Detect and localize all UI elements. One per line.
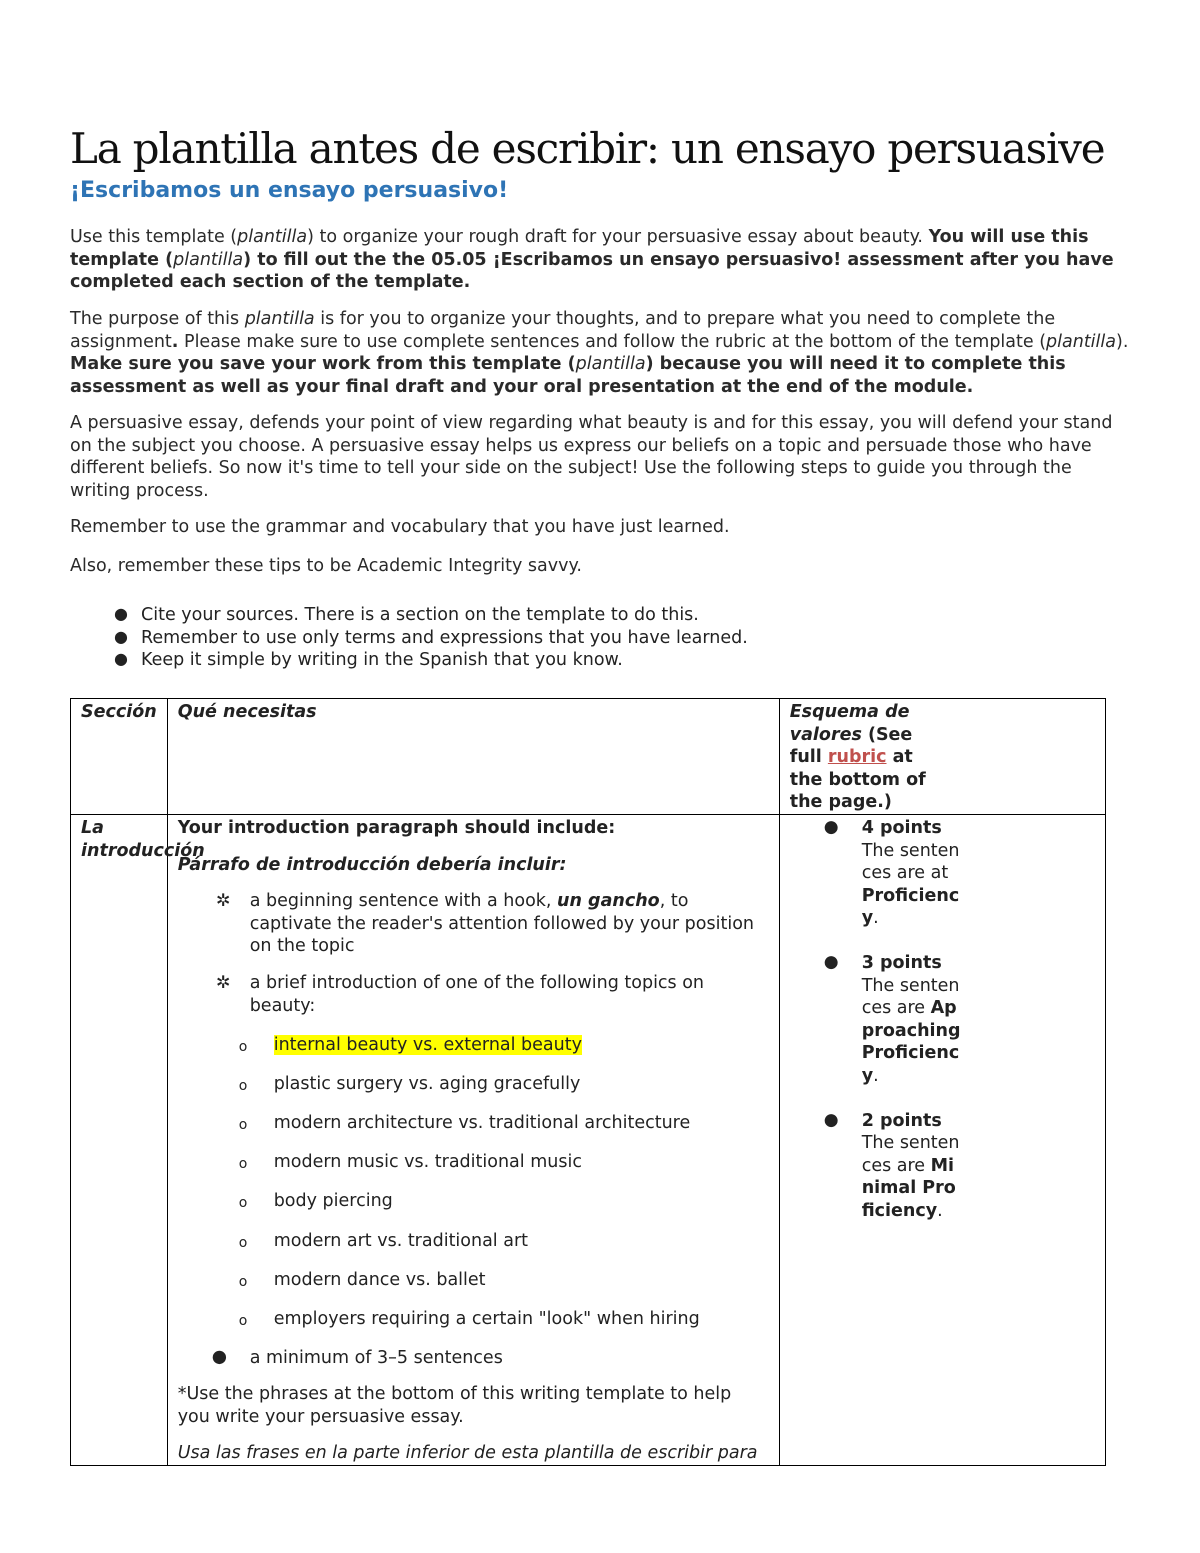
tips-list [114, 604, 748, 672]
circle-bullet-icon: o [238, 1117, 248, 1134]
requirements-title: Your introduction paragraph should include: [177, 817, 616, 838]
circle-bullet-icon: o [238, 1156, 248, 1173]
intro-paragraph-2: The purpose of this plantilla is for you to organize your thoughts, and to prepare what you need to complete the assignment. Please make sure to use complete sentences and follow the rubric at the bottom of the template (plantilla). Make sure you save your work from this template (plantilla) because you will need it to complete this assessment as well as your final draft and your oral presentation at the end of the module. [70, 309, 1129, 397]
list-item: o modern music vs. traditional music [178, 1151, 769, 1174]
intro-paragraph-4: Remember to use the grammar and vocabulary that you have just learned. [70, 517, 730, 537]
list-item: ✲ a brief introduction of one of the following topics on beauty: [215, 972, 705, 1016]
bullet-icon: ● [823, 951, 839, 972]
requirements-subtitle: Párrafo de introducción debería incluir: [177, 854, 567, 875]
bullet-icon: ● [823, 1109, 839, 1130]
circle-bullet-icon: o [238, 1313, 248, 1330]
bullet-icon: ● [114, 626, 128, 646]
points-cell [779, 814, 1105, 1465]
rubric-link[interactable]: rubric [827, 747, 887, 768]
intro-paragraph-3: A persuasive essay, defends your point of view regarding what beauty is and for this essay, you will defend your stand on the subject you choose. A persuasive essay helps us express our beliefs on a topic and persuade those who have different beliefs. So now it's time to tell your side on the subject! Use the following steps to guide you through the writing process. [70, 413, 1113, 501]
phrases-note: *Use the phrases at the bottom of this writing template to help you write your persuasive essay. [177, 1384, 732, 1427]
list-item: o modern dance vs. ballet [178, 1269, 769, 1292]
phrases-note-spanish: Usa las frases en la parte inferior de esta plantilla de escribir para [177, 1443, 758, 1464]
circle-bullet-icon: o [238, 1234, 248, 1251]
section-label: La introducción [81, 817, 205, 861]
list-item: o plastic surgery vs. aging gracefully [178, 1073, 769, 1096]
requirements-cell [167, 814, 779, 1465]
template-table [70, 698, 1106, 1466]
list-item: o employers requiring a certain "look" when hiring [178, 1308, 769, 1331]
list-item: ● Keep it simple by writing in the Spanish that you know. [114, 649, 623, 671]
star-icon: ✲ [215, 972, 231, 993]
list-item: o modern architecture vs. traditional architecture [178, 1112, 769, 1135]
points-list [790, 817, 1095, 1223]
page-subtitle: ¡Escribamos un ensayo persuasivo! [70, 178, 509, 203]
bullet-icon: ● [114, 604, 128, 623]
topics-list [178, 1034, 769, 1331]
list-item: ✲ a beginning sentence with a hook, un gancho, to captivate the reader's attention followed by your position on the topic [215, 891, 754, 957]
list-item: ● Cite your sources. There is a section on the template to do this. [114, 604, 699, 625]
intro-paragraph-1: Use this template (plantilla) to organize your rough draft for your persuasive essay about beauty. You will use this template (plantilla) to fill out the the 05.05 ¡Escribamos un ensayo persuasivo! assessment after you have completed each section of the template. [70, 227, 1114, 293]
header-esquema: Esquema de valores (See full rubric at the bottom of the page.) [779, 699, 1105, 815]
list-item: ● a minimum of 3–5 sentences [211, 1346, 503, 1368]
circle-bullet-icon: o [238, 1038, 248, 1055]
circle-bullet-icon: o [238, 1077, 248, 1094]
list-item: o modern art vs. traditional art [178, 1230, 769, 1253]
bullet-icon: ● [211, 1346, 227, 1367]
list-item: ● 3 points The sentences are Approaching Proficiency. [823, 951, 961, 1086]
circle-bullet-icon: o [238, 1273, 248, 1290]
table-header-row [71, 699, 1106, 815]
page-title: La plantilla antes de escribir: un ensayo persuasive [70, 124, 1105, 173]
list-item: ● Remember to use only terms and expressions that you have learned. [114, 626, 748, 648]
list-item: o body piercing [178, 1190, 769, 1213]
bullet-icon: ● [114, 649, 128, 669]
list-item [178, 1034, 769, 1057]
header-que-necesitas: Qué necesitas [167, 699, 779, 815]
bullet-icon: ● [823, 816, 839, 837]
header-seccion: Sección [71, 699, 168, 815]
list-item: ● 4 points The sentences are at Proficiency. [823, 816, 960, 929]
table-row [71, 814, 1106, 1465]
highlighted-topic: internal beauty vs. external beauty [273, 1034, 582, 1055]
circle-bullet-icon: o [238, 1195, 248, 1212]
star-icon: ✲ [215, 891, 231, 912]
section-cell [71, 814, 205, 1465]
intro-paragraph-5: Also, remember these tips to be Academic Integrity savvy. [70, 556, 582, 576]
list-item: ● 2 points The sentences are Minimal Proficiency. [823, 1109, 960, 1221]
